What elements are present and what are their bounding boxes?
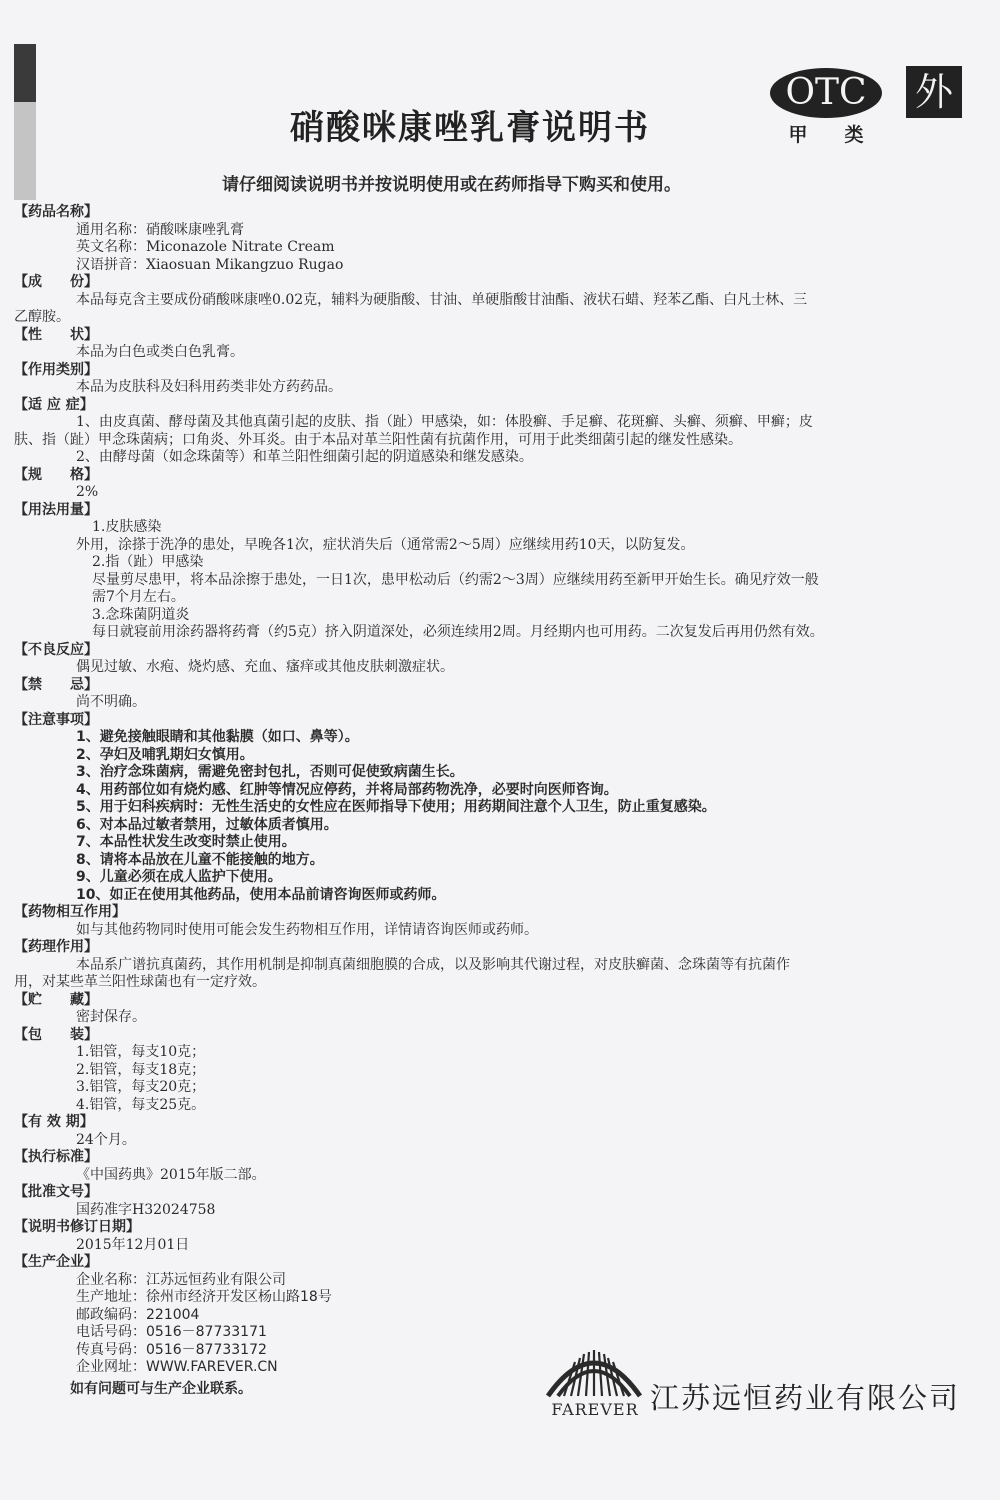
section-heading: 【说明书修订日期】 — [14, 1219, 140, 1235]
standard-text: 《中国药典》2015年版二部。 — [76, 1166, 266, 1183]
section-contraindications — [14, 677, 950, 712]
otc-badge — [770, 68, 882, 146]
fax-number: 传真号码：0516－87733172 — [76, 1341, 267, 1358]
english-name: 英文名称：Miconazole Nitrate Cream — [76, 239, 335, 255]
precaution-item: 4、用药部位如有烧灼感、红肿等情况应停药，并将局部药物洗净，必要时向医师咨询。 — [76, 781, 618, 798]
validity-text: 24个月。 — [76, 1131, 136, 1148]
section-heading: 【用法用量】 — [14, 501, 98, 518]
precaution-item: 5、用于妇科疾病时：无性生活史的女性应在医师指导下使用；用药期间注意个人卫生，防止重复感染。 — [76, 799, 716, 815]
pharmacology-text-cont: 用，对某些革兰阳性球菌也有一定疗效。 — [14, 974, 266, 990]
precaution-item: 9、儿童必须在成人监护下使用。 — [76, 869, 282, 885]
section-interactions — [14, 904, 950, 939]
revision-date: 2015年12月01日 — [76, 1236, 190, 1253]
section-heading: 【作用类别】 — [14, 361, 98, 378]
section-indications — [14, 397, 950, 467]
section-package — [14, 1027, 950, 1115]
section-pharmacology — [14, 939, 950, 992]
section-dosage — [14, 502, 950, 642]
dosage-subtitle: 1.皮肤感染 — [92, 519, 162, 535]
section-heading: 【生产企业】 — [14, 1254, 98, 1270]
package-item: 3.铝管，每支20克； — [76, 1079, 206, 1095]
company-website: 企业网址：WWW.FAREVER.CN — [76, 1359, 278, 1375]
ingredients-text: 本品每克含主要成份硝酸咪康唑0.02克，辅料为硬脂酸、甘油、单硬脂酸甘油酯、液状石蜡、羟苯乙酯、白凡士林、三 — [76, 291, 808, 308]
precaution-item: 1、避免接触眼睛和其他黏膜（如口、鼻等）。 — [76, 729, 359, 745]
page-title: 硝酸咪康唑乳膏说明书 — [290, 108, 650, 148]
postal-code: 邮政编码：221004 — [76, 1306, 200, 1323]
section-standard — [14, 1149, 950, 1184]
section-appearance — [14, 327, 950, 362]
section-precautions — [14, 712, 950, 905]
section-heading: 【规 格】 — [14, 466, 98, 483]
company-logo-name: 江苏远恒药业有限公司 — [650, 1381, 961, 1415]
section-adverse — [14, 642, 950, 677]
section-heading: 【注意事项】 — [14, 711, 98, 728]
spec-text: 2% — [76, 484, 99, 500]
section-ingredients — [14, 274, 950, 327]
precaution-item: 10、如正在使用其他药品，使用本品前请咨询医师或药师。 — [76, 886, 446, 903]
package-item: 1.铝管，每支10克； — [76, 1044, 206, 1060]
indication-item: 2、由酵母菌（如念珠菌等）和革兰阳性细菌引起的阴道感染和继发感染。 — [76, 449, 533, 465]
precaution-item: 8、请将本品放在儿童不能接触的地方。 — [76, 851, 324, 868]
otc-class — [770, 120, 882, 147]
precaution-item: 7、本品性状发生改变时禁止使用。 — [76, 834, 296, 850]
section-heading: 【禁 忌】 — [14, 676, 98, 693]
precaution-item: 2、孕妇及哺乳期妇女慎用。 — [76, 746, 254, 763]
scan-edge-bar-dark — [14, 44, 36, 102]
dosage-subtitle: 2.指（趾）甲感染 — [92, 554, 204, 570]
pharmacology-text: 本品系广谱抗真菌药，其作用机制是抑制真菌细胞膜的合成，以及影响其代谢过程，对皮肤癣菌、念珠菌等有抗菌作 — [76, 956, 790, 973]
category-text: 本品为皮肤科及妇科用药类非处方药药品。 — [76, 379, 342, 395]
otc-class-char-2: 类 — [844, 124, 864, 146]
adverse-text: 偶见过敏、水疱、烧灼感、充血、瘙痒或其他皮肤刺激症状。 — [76, 659, 454, 675]
storage-text: 密封保存。 — [76, 1009, 146, 1025]
indication-item-cont: 肤、指（趾）甲念珠菌病；口角炎、外耳炎。由于本品对革兰阳性菌有抗菌作用，可用于此类细菌引起的继发性感染。 — [14, 431, 742, 448]
section-heading: 【性 状】 — [14, 326, 98, 343]
precaution-item: 3、治疗念珠菌病，需避免密封包扎，否则可促使致病菌生长。 — [76, 764, 464, 780]
section-heading: 【药理作用】 — [14, 939, 98, 955]
section-approval — [14, 1184, 950, 1219]
generic-name: 通用名称：硝酸咪康唑乳膏 — [76, 221, 244, 238]
contact-note: 如有问题可与生产企业联系。 — [70, 1381, 252, 1397]
section-heading: 【贮 藏】 — [14, 991, 98, 1008]
dosage-text: 外用，涂搽于洗净的患处，早晚各1次，症状消失后（通常需2～5周）应继续用药10天，以防复发。 — [76, 536, 695, 553]
section-spec — [14, 467, 950, 502]
ingredients-text-cont: 乙醇胺。 — [14, 309, 70, 325]
company-address: 生产地址：徐州市经济开发区杨山路18号 — [76, 1289, 332, 1305]
section-heading: 【药物相互作用】 — [14, 904, 126, 920]
indication-item: 1、由皮真菌、酵母菌及其他真菌引起的皮肤、指（趾）甲感染，如：体股癣、手足癣、花斑癣、头癣、须癣、甲癣；皮 — [76, 414, 813, 430]
otc-mark: OTC — [770, 68, 882, 118]
section-heading: 【批准文号】 — [14, 1184, 98, 1200]
section-heading: 【执行标准】 — [14, 1149, 98, 1165]
otc-class-char-1: 甲 — [788, 124, 808, 146]
section-heading: 【适 应 症】 — [14, 396, 94, 413]
company-name: 企业名称：江苏远恒药业有限公司 — [76, 1271, 286, 1288]
section-heading: 【成 份】 — [14, 274, 98, 290]
dosage-text-cont: 需7个月左右。 — [92, 589, 185, 605]
package-item: 4.铝管，每支25克。 — [76, 1096, 206, 1113]
section-heading: 【药品名称】 — [14, 204, 98, 220]
dosage-subtitle: 3.念珠菌阴道炎 — [92, 606, 190, 623]
section-heading: 【有 效 期】 — [14, 1114, 94, 1130]
usage-warning: 请仔细阅读说明书并按说明使用或在药师指导下购买和使用。 — [222, 175, 681, 195]
contra-text: 尚不明确。 — [76, 694, 146, 710]
approval-number: 国药准字H32024758 — [76, 1201, 216, 1218]
logo-brand-text: FAREVER — [551, 1400, 639, 1419]
external-use-badge: 外 — [906, 66, 962, 118]
section-heading: 【包 装】 — [14, 1026, 98, 1043]
precaution-item: 6、对本品过敏者禁用，过敏体质者慎用。 — [76, 816, 338, 833]
dosage-text: 尽量剪尽患甲，将本品涂擦于患处，一日1次，患甲松动后（约需2～3周）应继续用药至新甲开始生长。确见疗效一般 — [92, 571, 819, 588]
appearance-text: 本品为白色或类白色乳膏。 — [76, 344, 244, 360]
section-revision — [14, 1219, 950, 1254]
dosage-text: 每日就寝前用涂药器将药膏（约5克）挤入阴道深处，必须连续用2周。月经期内也可用药。二次复发后再用仍然有效。 — [92, 624, 824, 640]
section-heading: 【不良反应】 — [14, 641, 98, 658]
phone-number: 电话号码：0516－87733171 — [76, 1324, 267, 1340]
section-manufacturer — [14, 1254, 950, 1377]
interactions-text: 如与其他药物同时使用可能会发生药物相互作用，详情请咨询医师或药师。 — [76, 921, 538, 938]
leaflet-body — [14, 204, 950, 1377]
section-name — [14, 204, 950, 274]
section-category — [14, 362, 950, 397]
pinyin-name: 汉语拼音：Xiaosuan Mikangzuo Rugao — [76, 256, 344, 273]
section-validity — [14, 1114, 950, 1149]
package-item: 2.铝管，每支18克； — [76, 1061, 206, 1078]
section-storage — [14, 992, 950, 1027]
